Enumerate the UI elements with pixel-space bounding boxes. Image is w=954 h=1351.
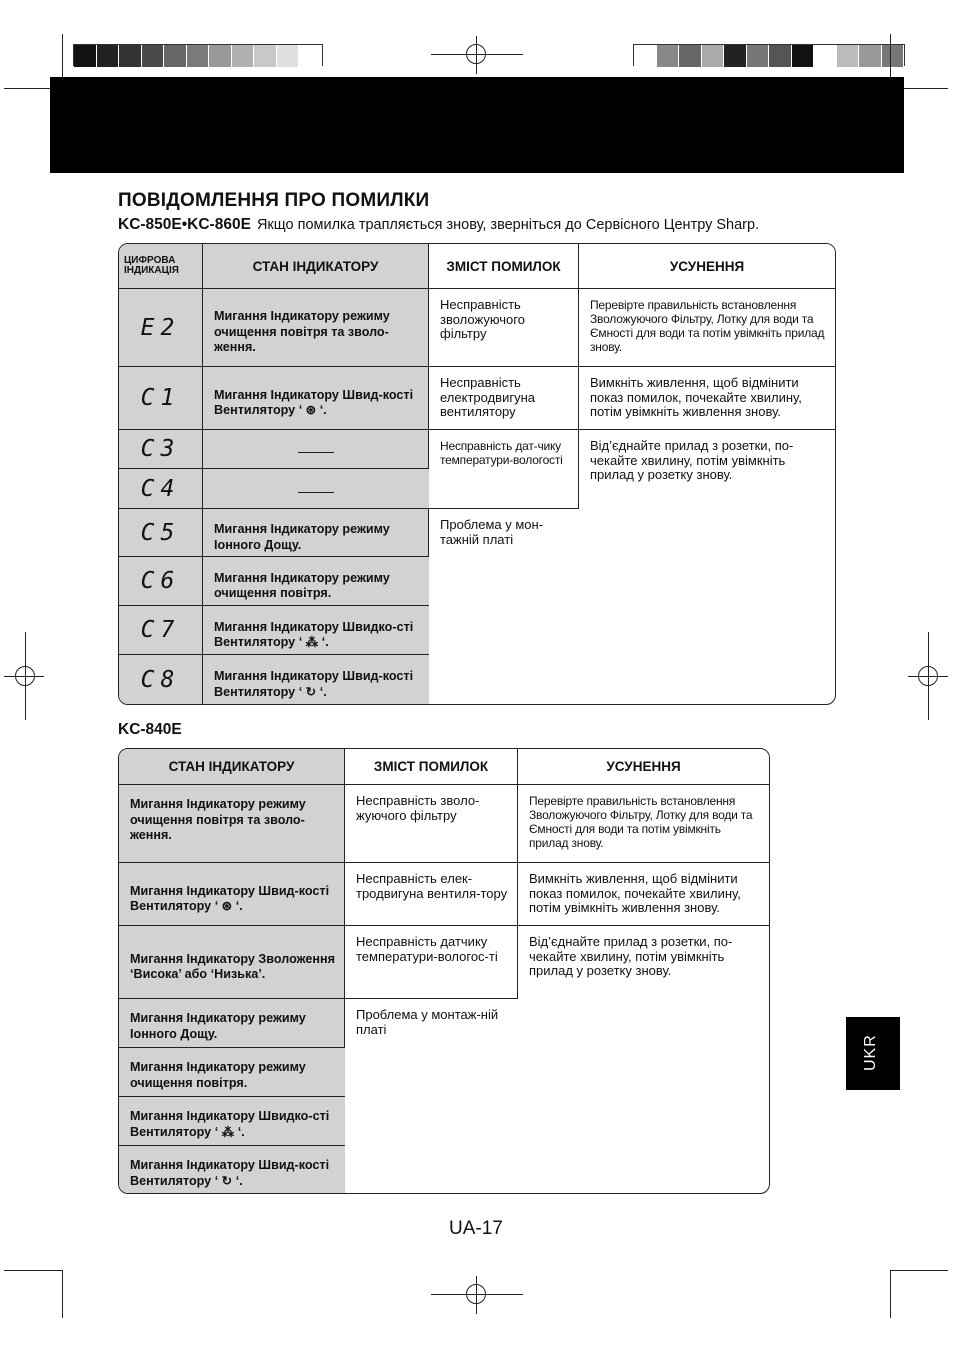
error-content-cell: Несправність елек-тродвигуна вентиля-тору (345, 863, 518, 926)
indicator-state-cell: Мигання Індикатору Швид-кості Вентилятору ‘ ↻ ‘. (203, 655, 429, 704)
indicator-state-cell: Мигання Індикатору Зволоження ‘Висока’ або ‘Низька’. (119, 926, 345, 999)
fix-cell: Від’єднайте прилад з розетки, по-чекайте хвилину, потім увімкніть прилад у розетку знову. (590, 438, 794, 482)
error-content-cell: Проблема у монтаж-ній платі (356, 1007, 499, 1037)
language-tab (846, 1017, 900, 1090)
error-content-cell: Несправність датчику температури-вологос-ті (345, 926, 518, 999)
header-fix: УСУНЕННЯ (579, 244, 835, 289)
registration-circle (466, 44, 486, 64)
fix-cell: Перевірте правильність встановлення Зволожуючого Фільтру, Лотку для води та Ємності для води та потім увімкніть прилад знову. (518, 785, 769, 863)
indicator-state-cell: Мигання Індикатору Швидко-сті Вентилятору ‘ ⁂ ‘. (119, 1097, 345, 1146)
page-title: ПОВІДОМЛЕННЯ ПРО ПОМИЛКИ (118, 190, 430, 211)
print-color-swatch (747, 45, 770, 67)
print-color-swatch (837, 45, 860, 67)
header-error-content: ЗМІСТ ПОМИЛОК (345, 749, 518, 785)
error-code-cell: C3 (119, 430, 203, 469)
print-color-swatch (277, 45, 300, 67)
empty-state-dash (203, 469, 429, 509)
error-content-cell: Несправність зволо-жуючого фільтру (345, 785, 518, 863)
service-note: Якщо помилка трапляється знову, зверніться до Сервісного Центру Sharp. (256, 217, 760, 233)
error-content-cell: Проблема у мон-тажній платі (440, 517, 544, 547)
crop-mark (62, 1270, 63, 1318)
print-color-swatch (679, 45, 702, 67)
print-color-swatch (724, 45, 747, 67)
language-tab-label: UKR (862, 1034, 879, 1071)
header-digital-display: ЦИФРОВА ІНДИКАЦІЯ (119, 244, 203, 289)
crop-mark (890, 1270, 891, 1318)
error-content-cell: Несправність дат-чику температури-вологості (429, 430, 579, 509)
header-fix: УСУНЕННЯ (518, 749, 769, 785)
print-color-swatch (164, 45, 187, 67)
error-table-b (118, 748, 770, 1194)
crop-mark (4, 1270, 62, 1271)
print-color-swatch (74, 45, 97, 67)
registration-circle (15, 666, 35, 686)
header-indicator-state: СТАН ІНДИКАТОРУ (119, 749, 345, 785)
print-color-swatch (814, 45, 837, 67)
indicator-state-cell: Мигання Індикатору режиму очищення повітря та зволо-ження. (203, 289, 429, 367)
model-label-a: KC-850E•KC-860E (118, 216, 251, 233)
print-color-swatch (634, 45, 657, 67)
indicator-state-cell: Мигання Індикатору Швид-кості Вентилятору ‘ ⊛ ‘. (119, 863, 345, 926)
print-color-swatch (232, 45, 255, 67)
print-color-swatch (702, 45, 725, 67)
fix-cell: Від’єднайте прилад з розетки, по-чекайте хвилину, потім увімкніть прилад у розетку знову. (529, 934, 733, 978)
error-code-cell: C1 (119, 367, 203, 430)
indicator-state-cell: Мигання Індикатору режиму Іонного Дощу. (119, 999, 345, 1048)
crop-mark (890, 1270, 948, 1271)
print-color-swatch (142, 45, 165, 67)
error-table-a (118, 243, 836, 705)
print-color-swatch (299, 45, 322, 67)
indicator-state-cell: Мигання Індикатору Швидко-сті Вентилятору ‘ ⁂ ‘. (203, 606, 429, 655)
header-band (50, 77, 904, 173)
indicator-state-cell: Мигання Індикатору Швид-кості Вентилятору ‘ ↻ ‘. (119, 1146, 345, 1194)
error-code-cell: E2 (119, 289, 203, 367)
error-code-cell: C4 (119, 469, 203, 509)
print-color-swatch (254, 45, 277, 67)
error-code-cell: C7 (119, 606, 203, 655)
indicator-state-cell: Мигання Індикатору Швид-кості Вентилятору ‘ ⊛ ‘. (203, 367, 429, 430)
indicator-state-cell: Мигання Індикатору режиму Іонного Дощу. (203, 509, 429, 557)
empty-state-dash (203, 430, 429, 469)
subtitle-line (118, 216, 759, 234)
error-code-cell: C6 (119, 557, 203, 606)
error-content-cell: Несправність електродвигуна вентилятору (429, 367, 579, 430)
print-color-swatch (792, 45, 815, 67)
fix-cell: Вимкніть живлення, щоб відмінити показ помилок, почекайте хвилину, потім увімкніть живлення знову. (518, 863, 769, 926)
print-color-swatch (859, 45, 882, 67)
print-color-swatch (769, 45, 792, 67)
fix-cell: Вимкніть живлення, щоб відмінити показ помилок, почекайте хвилину, потім увімкніть живлення знову. (579, 367, 835, 430)
error-code-cell: C5 (119, 509, 203, 557)
header-error-content: ЗМІСТ ПОМИЛОК (429, 244, 579, 289)
print-color-swatch (882, 45, 905, 67)
registration-circle (466, 1284, 486, 1304)
indicator-state-cell: Мигання Індикатору режиму очищення повітря. (203, 557, 429, 606)
print-color-swatch (657, 45, 680, 67)
header-indicator-state: СТАН ІНДИКАТОРУ (203, 244, 429, 289)
print-color-strip-left (73, 44, 323, 66)
error-content-cell: Несправність зволожуючого фільтру (429, 289, 579, 367)
print-color-swatch (119, 45, 142, 67)
print-color-swatch (97, 45, 120, 67)
page-number: UA-17 (449, 1218, 503, 1239)
print-color-swatch (209, 45, 232, 67)
fix-cell: Перевірте правильність встановлення Зволожуючого Фільтру, Лотку для води та Ємності для води та потім увімкніть прилад знову. (579, 289, 835, 367)
indicator-state-cell: Мигання Індикатору режиму очищення повітря. (119, 1048, 345, 1097)
print-color-strip-right (633, 44, 905, 66)
print-color-swatch (187, 45, 210, 67)
indicator-state-cell: Мигання Індикатору режиму очищення повітря та зволо-ження. (119, 785, 345, 863)
error-code-cell: C8 (119, 655, 203, 704)
registration-circle (918, 666, 938, 686)
model-label-b: KC-840E (118, 721, 182, 738)
